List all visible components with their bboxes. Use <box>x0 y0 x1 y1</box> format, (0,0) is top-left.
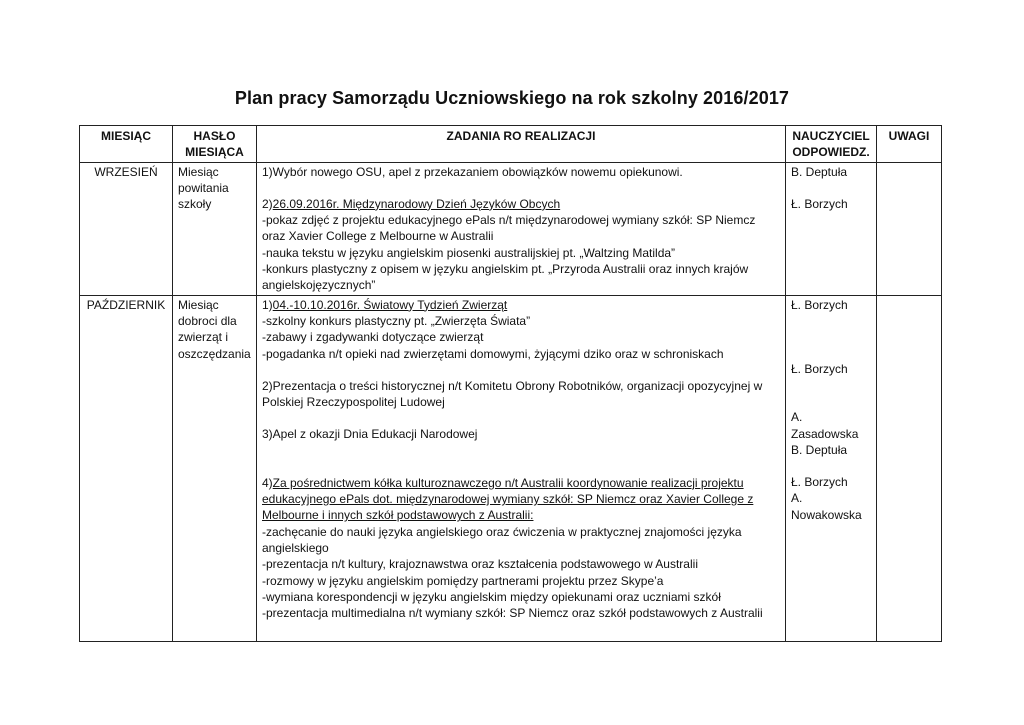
task-line: -nauka tekstu w języku angielskim piosenki australijskiej pt. „Waltzing Matilda” <box>262 245 676 260</box>
header-tasks: ZADANIA RO REALIZACJI <box>257 126 786 163</box>
spacer <box>262 443 780 475</box>
task-item: 1)Wybór nowego OSU, apel z przekazaniem obowiązków nowemu opiekunowi. <box>262 164 683 179</box>
teacher-cell <box>786 162 877 295</box>
tasks-cell <box>257 295 786 642</box>
spacer <box>791 345 871 361</box>
task-line: -pokaz zdjęć z projektu edukacyjnego ePals n/t międzynarodowej wymiany szkół: SP Niemcz oraz Xavier College z Melbourne w Australii <box>262 213 756 244</box>
task-line: -rozmowy w języku angielskim pomiędzy partnerami projektu przez Skype’a <box>262 573 664 588</box>
month-cell: PAŹDZIERNIK <box>80 295 173 642</box>
teacher-name: Ł. Borzych <box>791 361 848 376</box>
task-heading <box>262 475 780 524</box>
plan-table <box>79 125 942 642</box>
task-line: -pogadanka n/t opieki nad zwierzętami domowymi, żyjącymi dziko oraz w schroniskach <box>262 346 724 361</box>
header-motto: HASŁO MIESIĄCA <box>173 126 257 163</box>
spacer <box>791 329 871 345</box>
table-row <box>80 295 942 642</box>
task-line: -prezentacja multimedialna n/t wymiany szkół: SP Niemcz oraz szkół podstawowych z Australii <box>262 606 763 621</box>
notes-cell <box>877 162 942 295</box>
spacer <box>262 621 780 640</box>
task-item: 2)Prezentacja o treści historycznej n/t Komitetu Obrony Robotników, organizacji opozycyjnej w Polskiej Rzeczypospolitej Ludowej <box>262 378 763 410</box>
task-line: -zachęcanie do nauki języka angielskiego oraz ćwiczenia w praktycznej znajomości języka angielskiego <box>262 524 742 555</box>
spacer <box>791 458 871 474</box>
teacher-name: B. Deptuła <box>791 442 848 457</box>
teacher-name: Ł. Borzych <box>791 475 848 490</box>
task-number: 1) <box>262 297 273 312</box>
task-title: 04.-10.10.2016r. Światowy Tydzień Zwierząt <box>272 297 508 312</box>
tasks-cell <box>257 162 786 295</box>
task-line: -zabawy i zgadywanki dotyczące zwierząt <box>262 330 484 345</box>
task-line: -konkurs plastyczny z opisem w języku angielskim pt. „Przyroda Australii oraz innych krajów angielskojęzycznych” <box>262 262 749 293</box>
task-heading <box>262 297 780 313</box>
header-notes: UWAGI <box>877 126 942 163</box>
spacer <box>791 313 871 329</box>
header-month: MIESIĄC <box>80 126 173 163</box>
spacer <box>262 362 780 378</box>
task-number: 2) <box>262 196 273 211</box>
notes-cell <box>877 295 942 642</box>
teacher-name: A. Zasadowska <box>791 410 859 441</box>
table-header-row <box>80 126 942 163</box>
task-line: -prezentacja n/t kultury, krajoznawstwa oraz kształcenia podstawowego w Australii <box>262 557 698 572</box>
spacer <box>791 377 871 393</box>
teacher-name: Ł. Borzych <box>791 297 848 312</box>
teacher-cell <box>786 295 877 642</box>
motto-cell: Miesiąc powitania szkoły <box>173 162 257 295</box>
spacer <box>791 180 871 196</box>
task-heading <box>262 196 780 212</box>
task-title: 26.09.2016r. Międzynarodowy Dzień Języków Obcych <box>272 196 561 211</box>
task-line: -wymiana korespondencji w języku angielskim między opiekunami oraz uczniami szkół <box>262 589 721 604</box>
month-cell: WRZESIEŃ <box>80 162 173 295</box>
spacer <box>262 180 780 196</box>
table-row <box>80 162 942 295</box>
spacer <box>262 410 780 426</box>
task-line: -szkolny konkurs plastyczny pt. „Zwierzęta Świata” <box>262 313 531 328</box>
header-teacher: NAUCZYCIEL ODPOWIEDZ. <box>786 126 877 163</box>
task-item: 3)Apel z okazji Dnia Edukacji Narodowej <box>262 427 478 442</box>
task-title: Za pośrednictwem kółka kulturoznawczego n/t Australii koordynowanie realizacji projektu edukacyjnego ePals dot. międzynarodowej wymiany szkół: SP Niemcz oraz Xavier College z Melbourne i innych szkół podstawowych z Australii: <box>262 475 754 523</box>
motto-cell: Miesiąc dobroci dla zwierząt i oszczędzania <box>173 295 257 642</box>
teacher-name: B. Deptuła <box>791 164 848 179</box>
spacer <box>791 393 871 409</box>
teacher-name: A. Nowakowska <box>791 491 862 522</box>
teacher-name: Ł. Borzych <box>791 196 848 211</box>
document-title: Plan pracy Samorządu Uczniowskiego na rok szkolny 2016/2017 <box>234 88 790 108</box>
task-number: 4) <box>262 475 273 490</box>
